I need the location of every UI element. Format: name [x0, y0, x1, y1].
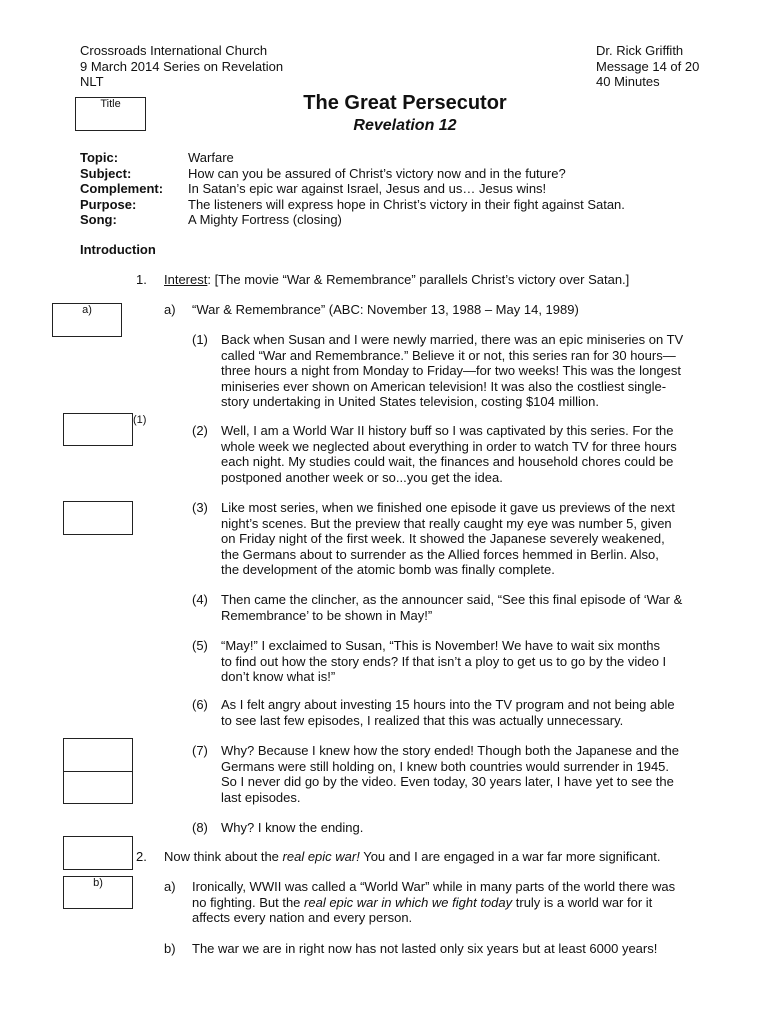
subpoint-number: (2) [192, 423, 208, 438]
subpoint-line: Why? Because I knew how the story ended! Though both the Japanese and the [221, 743, 679, 758]
slide-box-1 [63, 413, 133, 446]
sermon-passage: Revelation 12 [353, 117, 457, 134]
subpoint-line: Why? I know the ending. [221, 820, 364, 835]
subject-label: Subject: [80, 165, 132, 181]
subpoint-line: Then came the clincher, as the announcer said, “See this final episode of ‘War & [221, 592, 683, 607]
header-right [596, 43, 699, 90]
subpoint-line: three hours a night from Monday to Friday—for two weeks! This was the longest [221, 363, 682, 379]
header-left [80, 43, 283, 90]
point-2a-line-3: affects every nation and every person. [192, 910, 413, 926]
subpoint-line: As I felt angry about investing 15 hours into the TV program and not being able [221, 697, 675, 712]
subpoint-line: Remembrance’ to be shown in May!” [221, 607, 433, 623]
point-2-text [164, 849, 660, 865]
subpoint-line: Germans were still holding on, I knew both countries would surrender in 1945. [221, 758, 670, 774]
point-1-rest: : [The movie “War & Remembrance” parallels Christ’s victory over Satan.] [207, 272, 630, 287]
a-box-label: a) [82, 304, 92, 316]
slide-box-7a [63, 738, 133, 772]
purpose-label: Purpose: [80, 196, 137, 212]
point-2-post: You and I are engaged in a war far more significant. [359, 849, 661, 864]
title-box-label: Title [100, 98, 121, 110]
series-date: 9 March 2014 Series on Revelation [80, 58, 284, 74]
point-2a-pre: no fighting. But the [192, 894, 305, 910]
subpoint-line: night’s scenes. But the preview that really caught my eye was number 5, given [221, 515, 672, 531]
section-heading: Introduction [80, 242, 156, 257]
subpoint-number: (5) [192, 638, 208, 653]
point-2-emphasis: real epic war! [282, 849, 360, 864]
topic-label: Topic: [80, 150, 119, 165]
point-1-text [164, 272, 629, 288]
subpoint-line: postponed another week or so...you get the idea. [221, 469, 503, 485]
subpoint-line: the development of the atomic bomb was finally complete. [221, 562, 555, 578]
author: Dr. Rick Griffith [596, 43, 684, 58]
point-2a-number: a) [164, 879, 176, 894]
subject-value: How can you be assured of Christ’s victory now and in the future? [188, 165, 566, 181]
topic-value: Warfare [188, 150, 234, 165]
point-2a-line-2 [192, 895, 652, 911]
point-2b-number: b) [164, 941, 176, 956]
point-2b-text: The war we are in right now has not lasted only six years but at least 6000 years! [192, 941, 658, 956]
slide-box-2 [63, 836, 133, 870]
sermon-title: The Great Persecutor [303, 92, 507, 114]
point-2a-line-1: Ironically, WWII was called a “World War” while in many parts of the world there was [192, 879, 676, 894]
subpoint-line: last episodes. [221, 789, 301, 805]
message-number: Message 14 of 20 [596, 58, 700, 74]
duration: 40 Minutes [596, 74, 660, 90]
subpoint-line: Back when Susan and I were newly married, there was an epic miniseries on TV [221, 332, 684, 347]
point-1a-text: “War & Remembrance” (ABC: November 13, 1988 – May 14, 1989) [192, 302, 579, 317]
slide-box-1-label: (1) [133, 414, 147, 426]
subpoint-line: the Germans about to surrender as the Allied forces hemmed in Berlin. Also, [221, 546, 659, 562]
subpoint-number: (1) [192, 332, 208, 347]
subpoint-line: don’t know what is!” [221, 669, 336, 685]
slide-box-3 [63, 501, 133, 535]
subpoint-line: Like most series, when we finished one episode it gave us previews of the next [221, 500, 675, 515]
complement-value: In Satan’s epic war against Israel, Jesus and us… Jesus wins! [188, 181, 547, 196]
subpoint-line: to find out how the story ends? If that isn’t a ploy to get us to go by the video I [221, 653, 667, 669]
point-2-pre: Now think about the [164, 849, 283, 864]
subpoint-line: each night. My studies could wait, the finances and household chores could be [221, 454, 674, 470]
subpoint-number: (8) [192, 820, 208, 835]
subpoint-line: to see last few episodes, I realized that this was actually unnecessary. [221, 712, 624, 728]
slide-box-7b [63, 771, 133, 804]
subpoint-line: So I never did go by the video. Even today, 30 years later, I have yet to see the [221, 774, 674, 790]
song-label: Song: [80, 212, 117, 227]
subpoint-line: story undertaking in United States television, costing $104 million. [221, 394, 599, 410]
subpoint-line: miniseries ever shown on American television! It was also the costliest single- [221, 378, 667, 394]
subpoint-number: (6) [192, 697, 208, 712]
point-2-number: 2. [136, 849, 147, 864]
subpoint-line: “May!” I exclaimed to Susan, “This is November! We have to wait six months [221, 638, 661, 653]
complement-label: Complement: [80, 181, 164, 196]
subpoint-line: on Friday night of the first week. It showed the Japanese severely weakened, [221, 531, 665, 547]
b-box-label: b) [93, 877, 103, 889]
song-value: A Mighty Fortress (closing) [188, 212, 342, 227]
point-1-label: Interest [164, 272, 208, 287]
purpose-value: The listeners will express hope in Christ’s victory in their fight against Satan. [188, 196, 625, 212]
subpoint-line: whole week we neglected about everything in order to watch TV for three hours [221, 438, 677, 454]
point-1a-number: a) [164, 302, 176, 317]
subpoint-line: called “War and Remembrance.” Believe it or not, this series ran for 30 hours— [221, 347, 676, 363]
point-2a-post: truly is a world war for it [512, 894, 653, 910]
subpoint-number: (7) [192, 743, 208, 758]
point-2a-emphasis: real epic war in which we fight today [304, 894, 513, 910]
b-slide-box [63, 876, 133, 909]
subpoint-number: (4) [192, 592, 208, 607]
subpoint-number: (3) [192, 500, 208, 515]
subpoint-line: Well, I am a World War II history buff so I was captivated by this series. For the [221, 423, 674, 438]
translation: NLT [80, 74, 104, 90]
church-name: Crossroads International Church [80, 43, 268, 58]
point-1-number: 1. [136, 272, 147, 287]
a-slide-box [52, 303, 122, 337]
